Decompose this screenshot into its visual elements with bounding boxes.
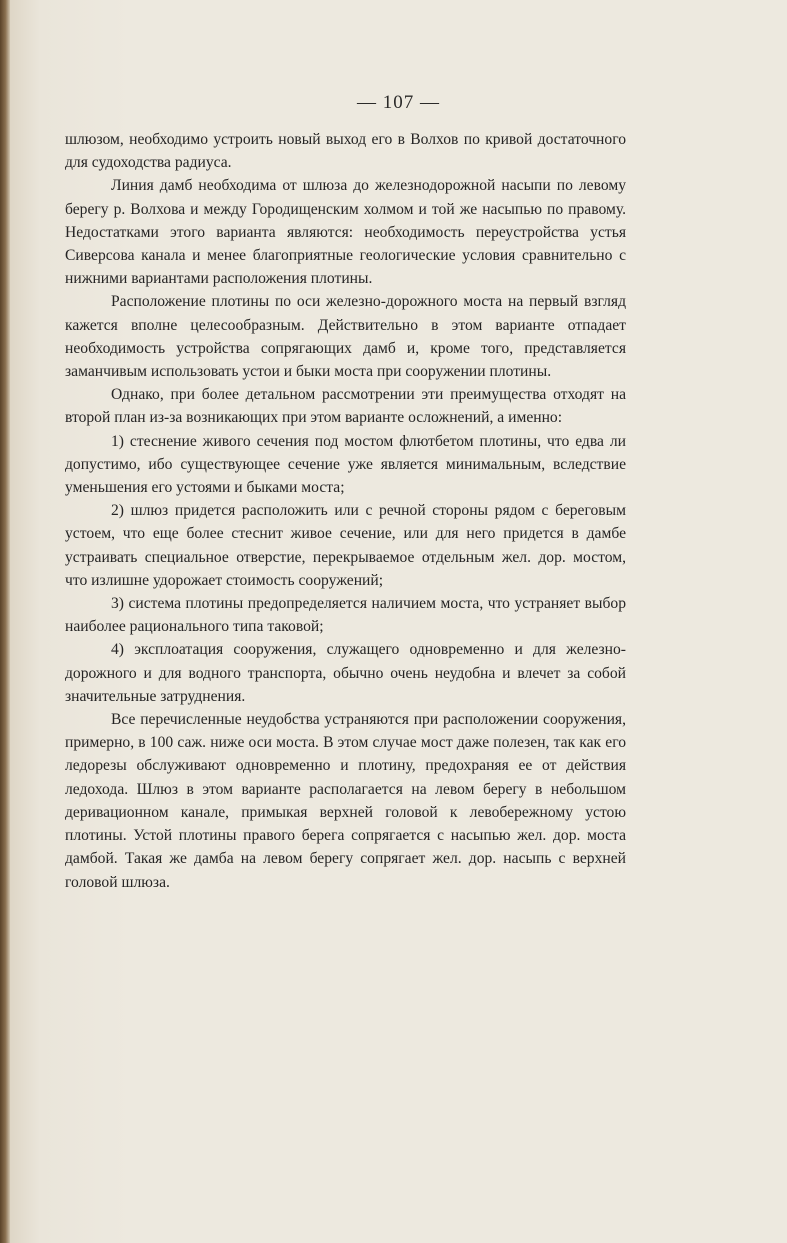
paragraph-dam-lines: Линия дамб необходима от шлюза до железнодорожной насыпи по левому берегу р. Волхова и между Городищенским холмом и той же насыпью по правому. Недостатками этого варианта являются: необходимость переустройства устья Сиверсова канала и менее благоприятные геологические условия сравнительно с нижними вариантами расположения плотины. <box>65 177 626 288</box>
page-body <box>65 128 626 894</box>
paragraph-conclusion: Все перечисленные неудобства устраняются при расположении сооружения, примерно, в 100 саж. ниже оси моста. В этом случае мост даже полезен, так как его ледорезы обслуживают одновременно и плотину, предохраняя ее от действия ледохода. Шлюз в этом варианте располагается на левом берегу в небольшом деривационном канале, примыкая верхней головой к левобережному устою плотины. Устой плотины правого берега сопрягается с насыпью жел. дор. моста дамбой. Такая же дамба на левом берегу сопрягает жел. дор. насыпь с верхней головой шлюза. <box>65 711 626 891</box>
page-number: — 107 — <box>357 92 440 113</box>
list-item-1: 1) стеснение живого сечения под мостом флютбетом плотины, что едва ли допустимо, ибо существующее сечение уже является минимальным, вследствие уменьшения его устоями и быками моста; <box>65 432 626 497</box>
paragraph-continuation: шлюзом, необходимо устроить новый выход его в Волхов по кривой достаточного для судоходства радиуса. <box>65 131 626 172</box>
list-item-4: 4) эксплоатация сооружения, служащего одновременно и для железно-дорожного и для водного транспорта, обычно очень неудобна и влечет за собой значительные затруднения. <box>65 641 626 705</box>
book-page <box>10 0 787 1243</box>
list-item-3: 3) система плотины предопределяется наличием моста, что устраняет выбор наиболее рационального типа таковой; <box>65 595 626 636</box>
book-spine-edge <box>0 0 10 1243</box>
paragraph-complications: Однако, при более детальном рассмотрении эти преимущества отходят на второй план из-за возникающих при этом варианте осложнений, а именно: <box>65 386 626 427</box>
paragraph-bridge-axis: Расположение плотины по оси железно-дорожного моста на первый взгляд кажется вполне целесообразным. Действительно в этом варианте отпадает необходимость устройства сопрягающих дамб и, кроме того, представляется заманчивым использовать устои и быки моста при сооружении плотины. <box>65 293 626 381</box>
list-item-2: 2) шлюз придется расположить или с речной стороны рядом с береговым устоем, что еще более стеснит живое сечение, или для него придется в дамбе устраивать специальное отверстие, перекрываемое отдельным жел. дор. мостом, что излишне удорожает стоимость сооружений; <box>65 502 626 589</box>
